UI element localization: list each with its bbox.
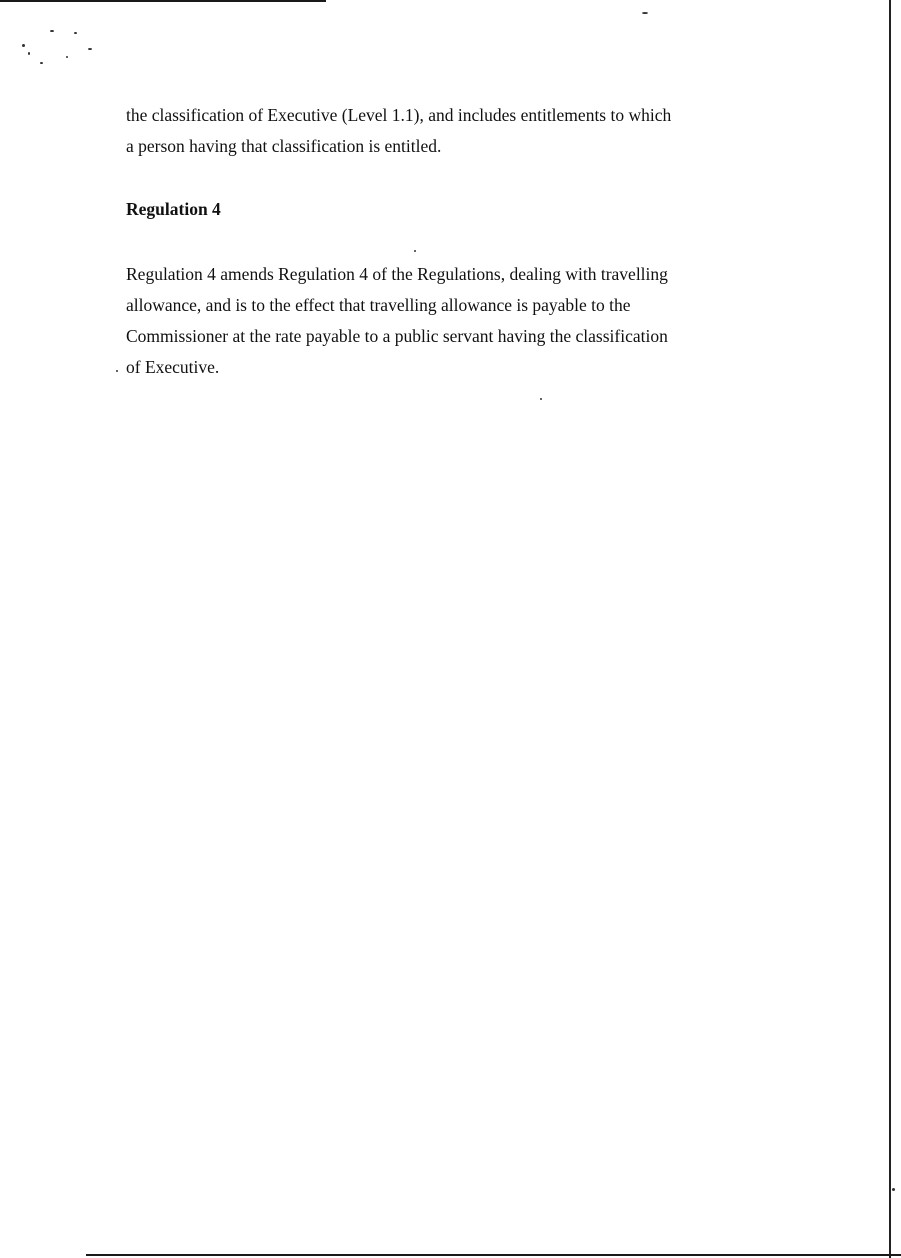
scan-speck (414, 250, 416, 252)
body-line-4: of Executive. (126, 357, 220, 377)
scan-speck (892, 1188, 895, 1191)
scan-speck (40, 62, 43, 64)
scan-speck (22, 44, 25, 47)
scan-speck (74, 32, 77, 34)
body-line-1: Regulation 4 amends Regulation 4 of the Regulations, dealing with travelling (126, 264, 668, 284)
scan-speck (540, 398, 542, 400)
scan-edge-top (0, 0, 326, 2)
section-heading: Regulation 4 (126, 199, 221, 219)
scan-speck (88, 48, 92, 50)
scan-speck (50, 30, 54, 32)
intro-line-2: a person having that classification is entitled. (126, 136, 442, 156)
scan-speck (642, 12, 648, 14)
body-line-3: Commissioner at the rate payable to a public servant having the classification (126, 326, 668, 346)
body-line-2: allowance, and is to the effect that travelling allowance is payable to the (126, 295, 631, 315)
scan-edge-right (889, 0, 891, 1258)
body-paragraph (126, 259, 786, 383)
scan-speck (28, 52, 30, 55)
scan-speck (116, 370, 118, 372)
scan-speck (66, 56, 68, 58)
intro-paragraph (126, 100, 786, 162)
scan-edge-bottom (86, 1254, 901, 1256)
intro-line-1: the classification of Executive (Level 1.1), and includes entitlements to which (126, 105, 672, 125)
